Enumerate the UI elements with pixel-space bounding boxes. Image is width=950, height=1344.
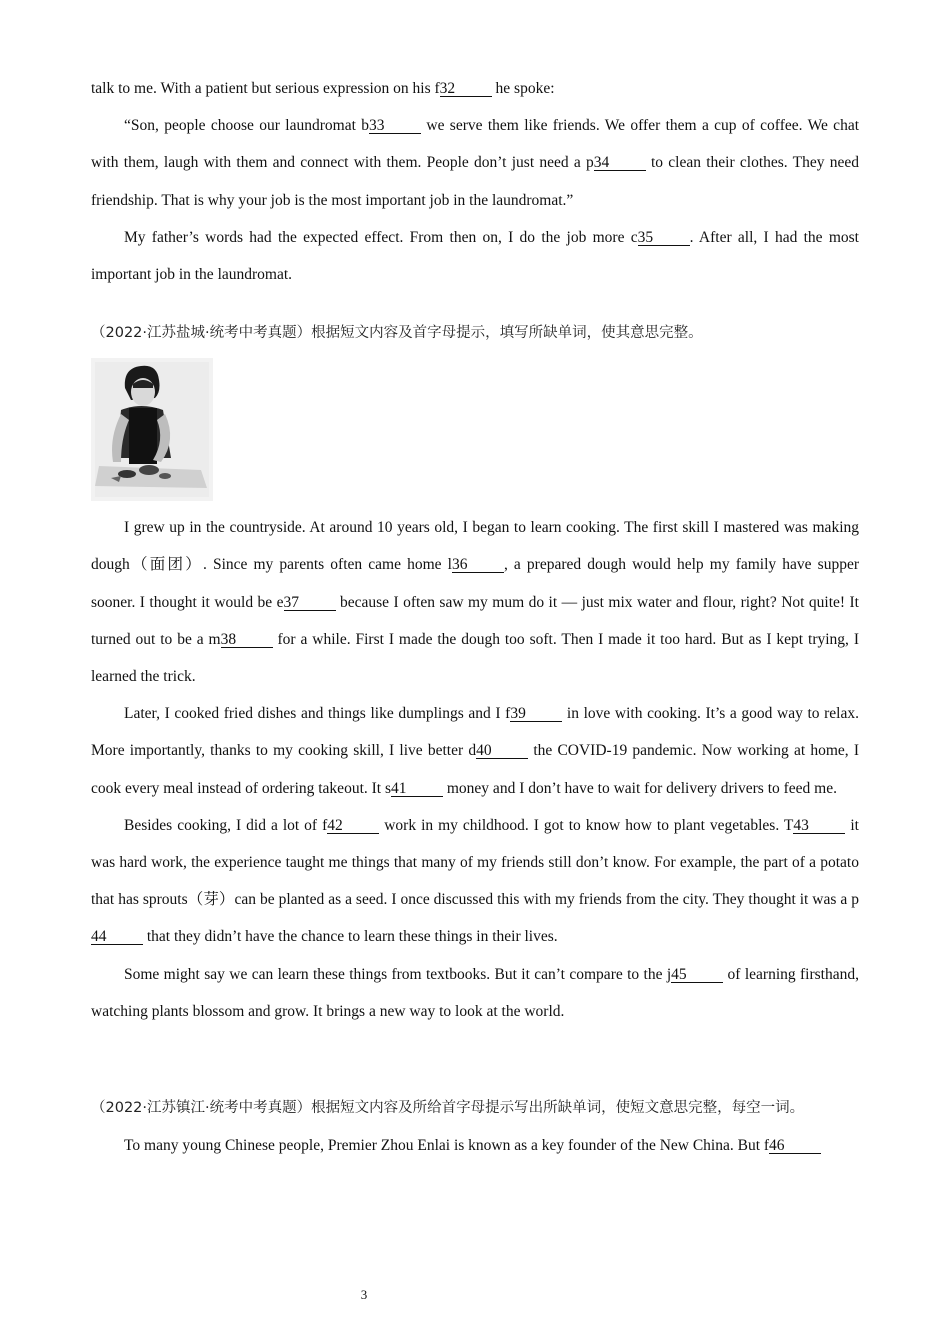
blank-32[interactable]: 32	[440, 81, 492, 97]
blank-45[interactable]: 45	[671, 967, 723, 983]
passage1-paragraph: talk to me. With a patient but serious expression on his f32 he spoke:	[91, 80, 555, 97]
exercise-header: （2022·江苏镇江·统考中考真题）根据短文内容及所给首字母提示写出所缺单词，使短文意思完整，每空一词。	[91, 1100, 805, 1117]
blank-42[interactable]: 42	[327, 818, 379, 834]
blank-46[interactable]: 46	[769, 1138, 821, 1154]
passage1-paragraph: “Son, people choose our laundromat b33 we serve them like friends. We offer them a cup of coffee. We chat with them, laugh with them and connect with them. People don’t just need a p34 to clean their clothes. They need friendship. That is why your job is the most important job in the laundromat.”	[91, 117, 860, 209]
blank-35[interactable]: 35	[638, 230, 690, 246]
blank-40[interactable]: 40	[476, 743, 528, 759]
blank-43[interactable]: 43	[793, 818, 845, 834]
blank-39[interactable]: 39	[510, 706, 562, 722]
passage2-paragraph: Besides cooking, I did a lot of f42 work in my childhood. I got to know how to plant vegetables. T43 it was hard work, the experience taught me things that many of my friends still don’t know. For example, the part of a potato that has sprouts（芽）can be planted as a seed. I once discussed this with my friends from the city. They thought it was a p44 that they didn’t have the chance to learn these things in their lives.	[91, 816, 859, 946]
blank-36[interactable]: 36	[452, 557, 504, 573]
blank-44[interactable]: 44	[91, 929, 143, 945]
blank-38[interactable]: 38	[221, 632, 273, 648]
passage2-paragraph: I grew up in the countryside. At around 10 years old, I began to learn cooking. The first skill I mastered was making dough（面团）. Since my parents often came home l36 , a prepared dough would help my family have supper sooner. I thought it would be e37 because I often saw my mum do it — just mix water and flour, right? Not quite! It turned out to be a m38 for a while. First I made the dough too soft. Then I made it too hard. But as I kept trying, I learned the trick.	[91, 519, 859, 686]
passage2-paragraph: Later, I cooked fried dishes and things like dumplings and I f39 in love with cooking. It’s a good way to relax. More importantly, thanks to my cooking skill, I live better d40 the COVID-19 pandemic. Now working at home, I cook every meal instead of ordering takeout. It s41 money and I don’t have to wait for delivery drivers to feed me.	[91, 705, 860, 797]
page-number: 3	[360, 1287, 368, 1302]
exercise-header: （2022·江苏盐城·统考中考真题）根据短文内容及首字母提示，填写所缺单词，使其意思完整。	[91, 325, 703, 342]
blank-34[interactable]: 34	[594, 155, 646, 171]
blank-33[interactable]: 33	[369, 118, 421, 134]
blank-37[interactable]: 37	[284, 595, 336, 611]
document-page	[91, 70, 859, 1164]
passage2-paragraph: Some might say we can learn these things from textbooks. But it can’t compare to the j45 of learning firsthand, watching plants blossom and grow. It brings a new way to look at the world.	[91, 965, 859, 1020]
passage1-paragraph: My father’s words had the expected effect. From then on, I do the job more c35 . After all, I had the most important job in the laundromat.	[91, 228, 859, 284]
passage3-paragraph: To many young Chinese people, Premier Zhou Enlai is known as a key founder of the New China. But f46	[91, 1127, 859, 1164]
blank-41[interactable]: 41	[391, 781, 443, 797]
cooking-illustration	[91, 358, 213, 501]
